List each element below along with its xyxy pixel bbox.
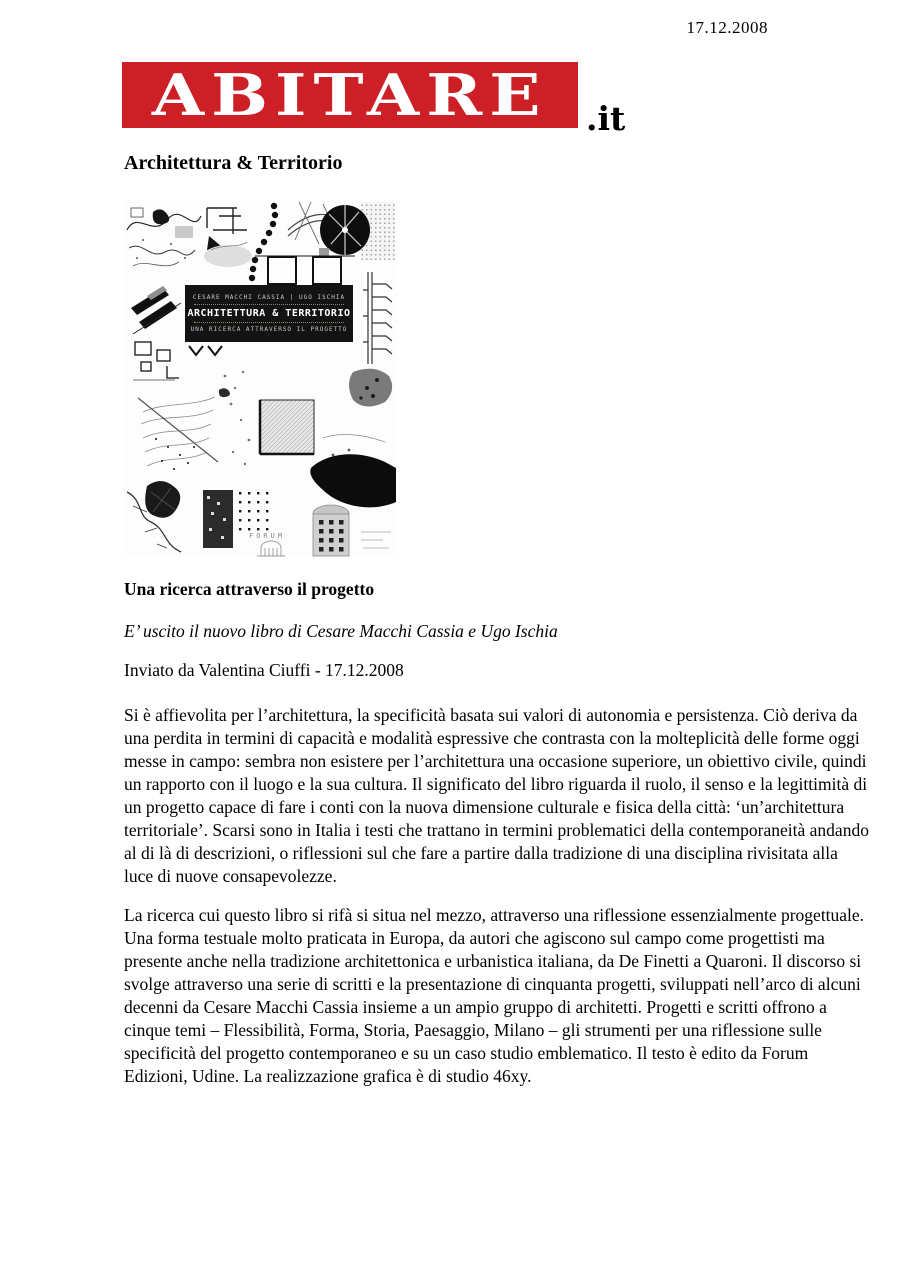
title-block-divider — [194, 322, 344, 323]
book-cover-collage — [123, 200, 397, 557]
article-byline: Inviato da Valentina Ciuffi - 17.12.2008 — [124, 660, 404, 680]
article-paragraph-1: Si è affievolita per l’architettura, la specificità basata sui valori di autonomia e persistenza. Ciò deriva da una perdita in termini di capacità e modalità espressive che contrasta con la molteplicità delle forme oggi messe in campo: sembra non esistere per l’architettura una occasione superiore, un obiettivo civile, quindi un rapporto con il luogo e la sua cultura. Il significato del libro riguarda il ruolo, il senso e la legittimità di un progetto capace di fare i conti con la nuova dimensione culturale e fisica della città: ‘un’architettura territoriale’. Scarsi sono in Italia i testi che trattano in termini problematici della contemporaneità andando al di là di descrizioni, o riflessioni sul che fare a partire dalla tradizione di una disciplina rivisitata alla luce di nuove consapevolezze. — [124, 705, 869, 886]
collage-arrows — [189, 346, 222, 355]
collage-top-plan — [204, 208, 252, 267]
collage-palm-blob — [145, 481, 180, 518]
collage-two-squares — [255, 256, 355, 284]
section-title: Architettura & Territorio — [124, 152, 343, 174]
abitare-logo — [122, 62, 626, 138]
collage-contour-map — [138, 397, 218, 470]
book-subtitle: UNA RICERCA ATTRAVERSO IL PROGETTO — [190, 326, 348, 333]
collage-comb-structure — [363, 272, 392, 364]
abitare-logo-text: ABITARE — [152, 62, 548, 128]
collage-center-speckles — [219, 371, 251, 465]
print-date: 17.12.2008 — [686, 18, 768, 37]
collage-hatched-square — [260, 400, 314, 454]
article-paragraph-2: La ricerca cui questo libro si rifà si situa nel mezzo, attraverso una riflessione essenzialmente progettuale. Una forma testuale molto praticata in Europa, da autori che agiscono sul campo come progettisti ma presente anche nella tradizione architettonica e urbanistica italiana, da De Finetti a Quaroni. Il discorso si svolge attraverso una serie di scritti e la presentazione di cinquanta progetti, sviluppati nell’arco di alcuni decenni da Cesare Macchi Cassia insieme a un ampio gruppo di architetti. Progetti e scritti offrono a cinque temi – Flessibilità, Forma, Storia, Paesaggio, Milano – gli strumenti per una riflessione sulle specificità del progetto contemporaneo e su un caso studio emblematico. Il testo è edito da Forum Edizioni, Udine. La realizzazione grafica è di studio 46xy. — [124, 905, 865, 1086]
collage-tree-blob — [319, 202, 395, 260]
collage-small-plans — [133, 342, 179, 380]
collage-topleft-sketches — [127, 208, 201, 266]
abitare-logo-box — [122, 62, 578, 128]
collage-building-elevation — [313, 505, 391, 556]
collage-axonometric-bars — [131, 286, 181, 334]
title-block-divider — [194, 304, 344, 305]
collage-dot-arc — [249, 203, 278, 281]
article-heading: Una ricerca attraverso il progetto — [124, 579, 375, 599]
collage-coast-bay — [310, 435, 396, 508]
article-body — [124, 704, 869, 1104]
book-title: ARCHITETTURA & TERRITORIO — [187, 308, 351, 319]
article-subheading: E’ uscito il nuovo libro di Cesare Macchi Cassia e Ugo Ischia — [124, 621, 558, 641]
forum-publisher-text: FORUM — [249, 532, 286, 540]
book-cover-image — [123, 200, 397, 557]
collage-aerial-block — [203, 490, 233, 548]
abitare-logo-tld: .it — [586, 99, 626, 138]
collage-dot-grid — [239, 492, 268, 530]
collage-vegetation-blob — [349, 369, 392, 407]
book-authors: CESARE MACCHI CASSIA | UGO ISCHIA — [192, 294, 346, 301]
collage-forum-mark — [249, 532, 285, 556]
book-title-block — [185, 285, 353, 342]
